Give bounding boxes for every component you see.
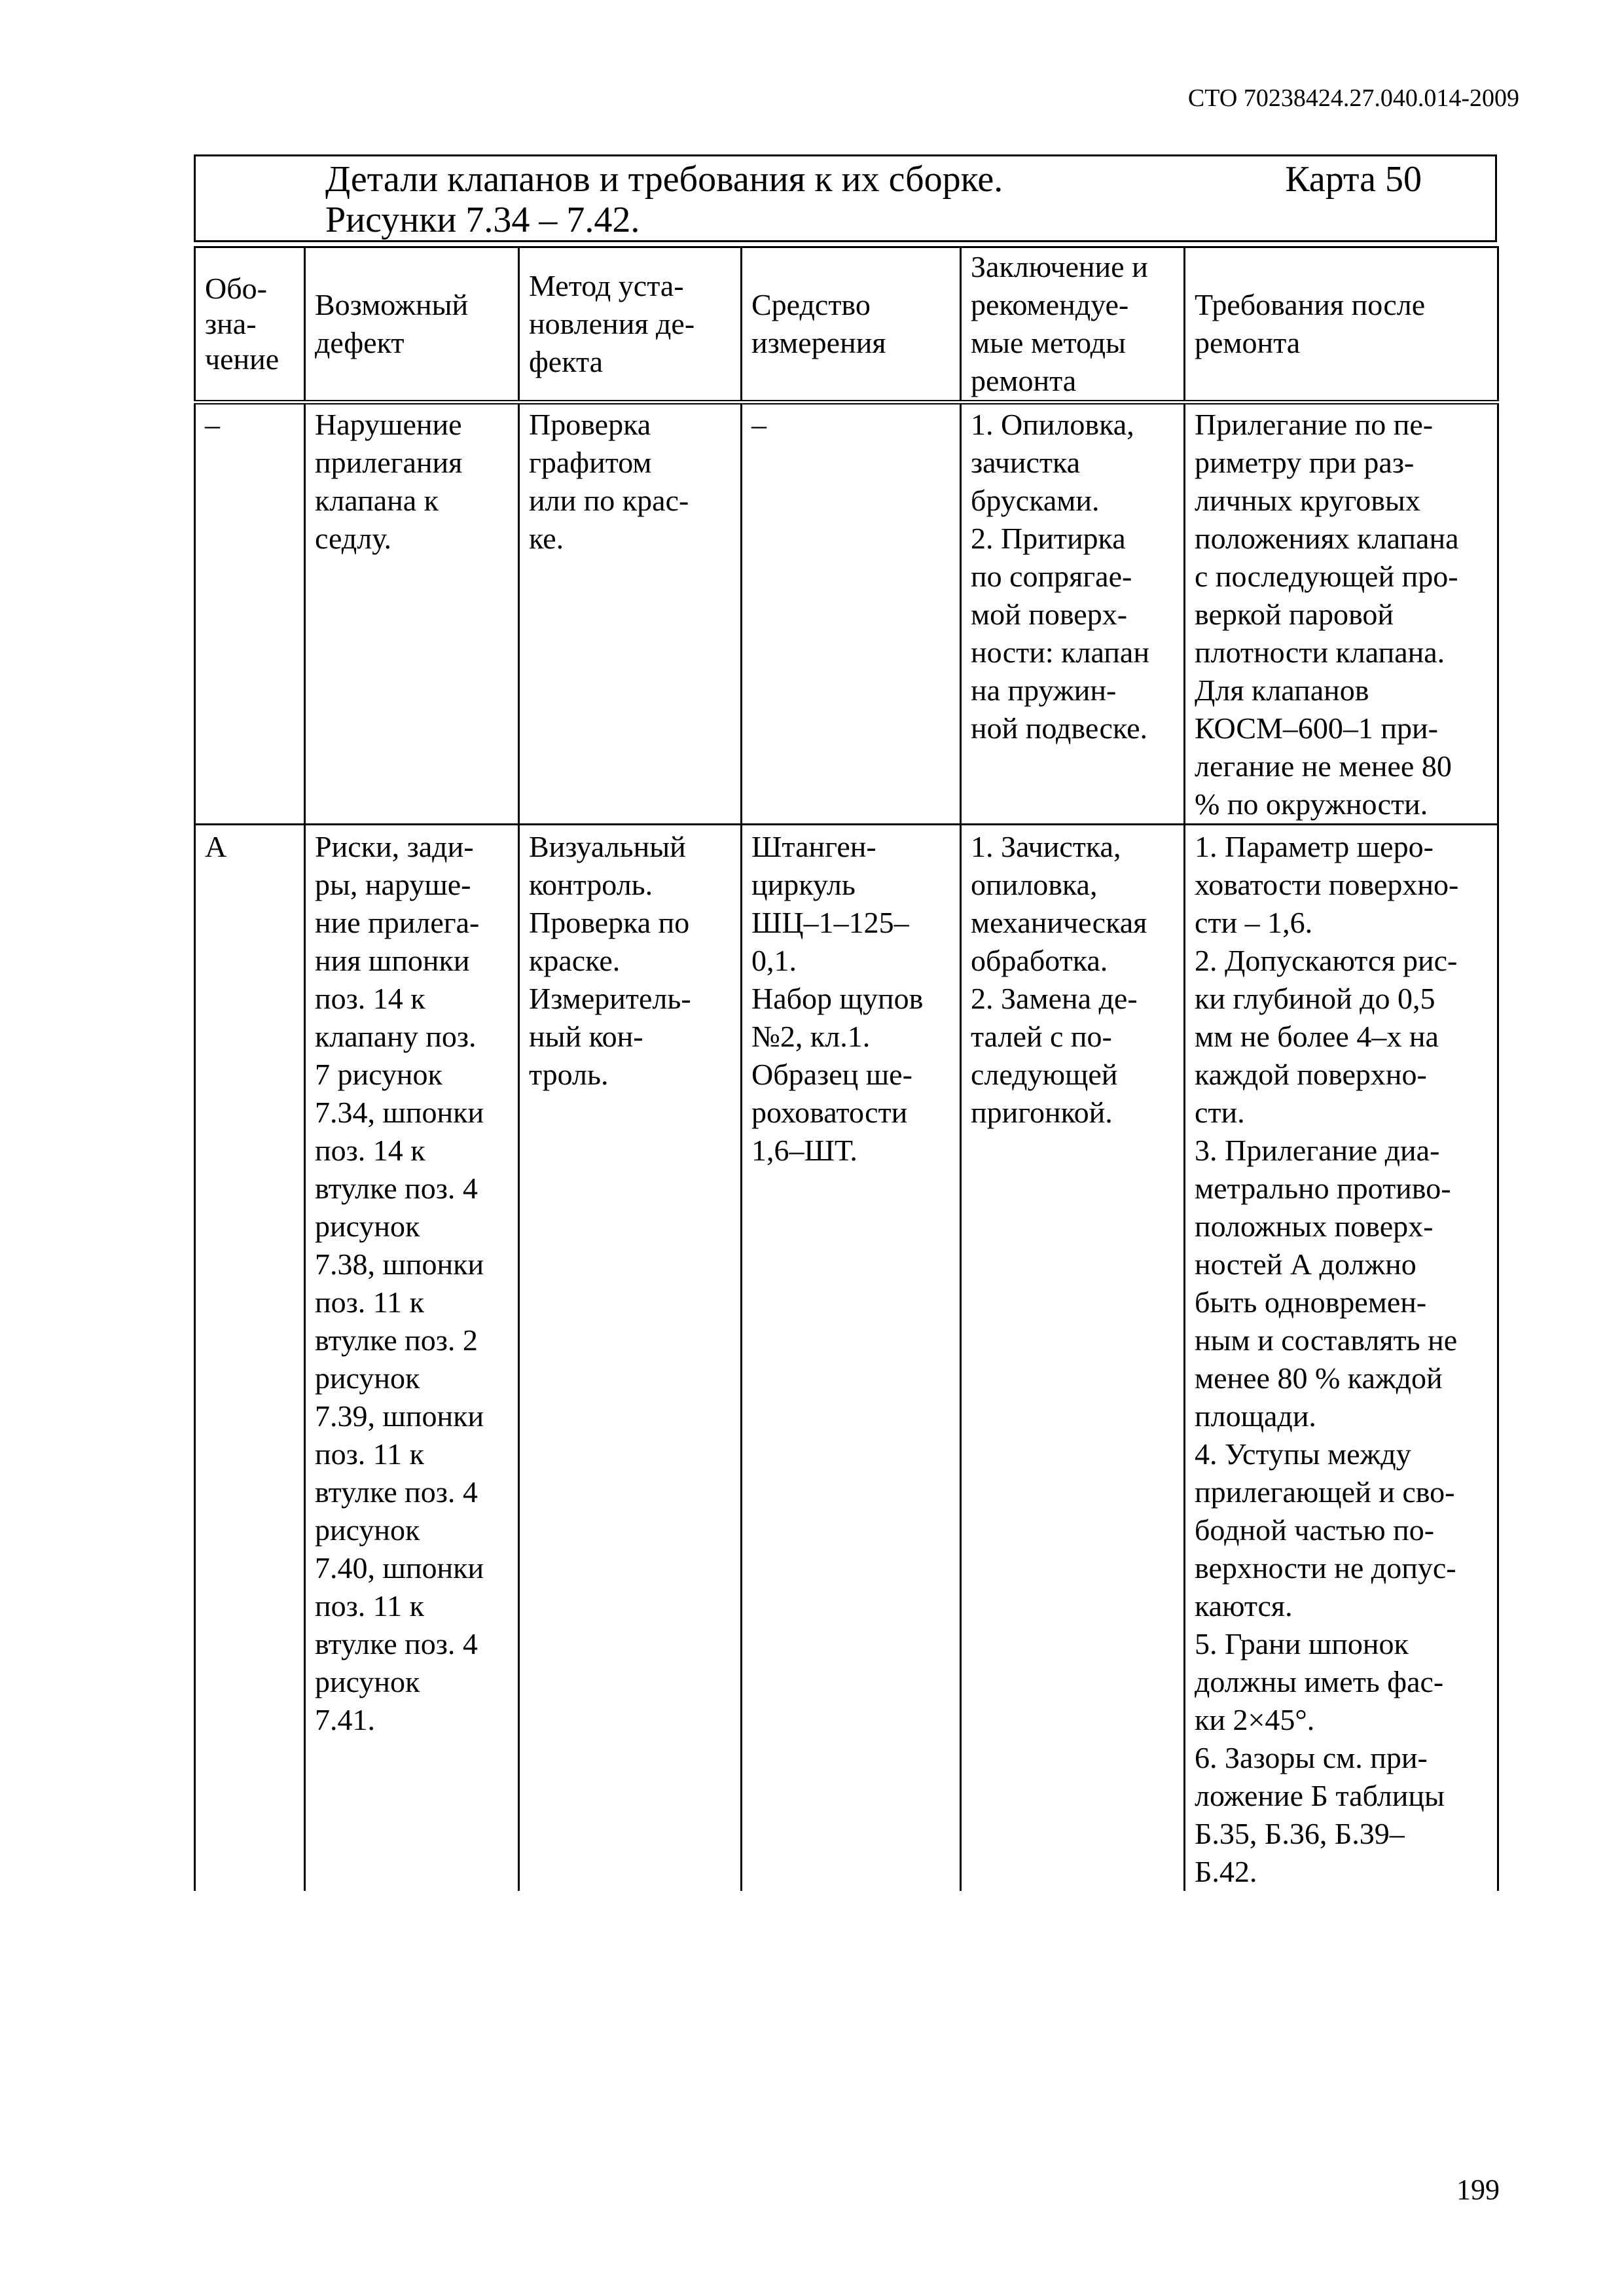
cell-text-line: ния шпонки: [315, 944, 470, 977]
page-number: 199: [1456, 2174, 1500, 2206]
cell-text-line: быть одновремен-: [1195, 1285, 1427, 1319]
cell-text-line: зна-: [205, 307, 257, 340]
cell-text-line: веркой паровой: [1195, 598, 1394, 631]
cell-text-line: по сопрягае-: [971, 560, 1132, 593]
cell-text-line: Требования после: [1195, 288, 1426, 321]
cell-defect: [305, 403, 519, 825]
cell-text-line: 6. Зазоры см. при-: [1195, 1741, 1428, 1774]
cell-text-line: ШЦ–1–125–: [751, 906, 909, 939]
cell-text-line: верхности не допус-: [1195, 1551, 1456, 1585]
cell-text-line: Метод уста-: [529, 269, 684, 302]
document-code: СТО 70238424.27.040.014-2009: [1187, 84, 1519, 112]
header-defect: [305, 247, 519, 403]
cell-text-line: риметру при раз-: [1195, 446, 1415, 479]
cell-text-line: легание не менее 80: [1195, 749, 1452, 783]
cell-text-line: положениях клапана: [1195, 522, 1459, 555]
cell-text-line: ховатости поверхно-: [1195, 868, 1459, 901]
cell-text-line: втулке поз. 4: [315, 1627, 478, 1660]
cell-text-line: втулке поз. 2: [315, 1323, 478, 1357]
cell-text-line: с последующей про-: [1195, 560, 1458, 593]
cell-text-line: 2. Замена де-: [971, 982, 1138, 1015]
cell-text-line: троль.: [529, 1058, 609, 1091]
cell-text-line: ным и составлять не: [1195, 1323, 1458, 1357]
cell-text-line: КОСМ–600–1 при-: [1195, 711, 1438, 745]
cell-text-line: рисунок: [315, 1665, 420, 1698]
cell-text-line: 0,1.: [751, 944, 797, 977]
cell-text-line: фекта: [529, 345, 604, 378]
cell-text-line: роховатости: [751, 1096, 908, 1129]
cell-text-line: Проверка по: [529, 906, 690, 939]
cell-designation: –: [195, 403, 305, 825]
card-title: [325, 159, 1003, 240]
cell-text-line: брусками.: [971, 484, 1100, 517]
cell-text-line: ремонта: [971, 364, 1077, 397]
cell-text-line: седлу.: [315, 522, 392, 555]
cell-text-line: рисунок: [315, 1361, 420, 1395]
defects-table: [194, 246, 1499, 1891]
cell-text-line: дефект: [315, 326, 405, 359]
cell-text-line: сти – 1,6.: [1195, 906, 1313, 939]
cell-text-line: 3. Прилегание диа-: [1195, 1134, 1440, 1167]
header-conclusion: [961, 247, 1185, 403]
cell-text-line: Штанген-: [751, 830, 876, 863]
cell-text-line: % по окружности.: [1195, 787, 1428, 821]
cell-text-line: зачистка: [971, 446, 1081, 479]
cell-text-line: 1. Зачистка,: [971, 830, 1121, 863]
cell-text-line: ности: клапан: [971, 636, 1149, 669]
cell-text-line: поз. 11 к: [315, 1285, 424, 1319]
cell-text-line: поз. 14 к: [315, 982, 425, 1015]
cell-text-line: рекомендуе-: [971, 288, 1129, 321]
cell-text-line: 1. Опиловка,: [971, 408, 1134, 441]
cell-text-line: личных круговых: [1195, 484, 1420, 517]
cell-text-line: Нарушение: [315, 408, 462, 441]
cell-requirements: [1185, 825, 1498, 1892]
header-method: [519, 247, 742, 403]
cell-text-line: 2. Допускаются рис-: [1195, 944, 1458, 977]
cell-text-line: поз. 11 к: [315, 1437, 424, 1471]
cell-text-line: ры, наруше-: [315, 868, 471, 901]
cell-text-line: Риски, зади-: [315, 830, 474, 863]
cell-text-line: площади.: [1195, 1399, 1316, 1433]
cell-text-line: мые методы: [971, 326, 1126, 359]
cell-text-line: 4. Уступы между: [1195, 1437, 1411, 1471]
cell-text-line: Проверка: [529, 408, 651, 441]
cell-tool: [742, 403, 961, 825]
cell-text-line: графитом: [529, 446, 652, 479]
cell-text-line: 5. Грани шпонок: [1195, 1627, 1409, 1660]
cell-text-line: талей с по-: [971, 1020, 1112, 1053]
card-title-line-2: Рисунки 7.34 – 7.42.: [325, 200, 640, 240]
cell-text-line: или по крас-: [529, 484, 689, 517]
card-header: [194, 154, 1497, 242]
cell-text-line: 7 рисунок: [315, 1058, 442, 1091]
cell-text-line: каждой поверхно-: [1195, 1058, 1427, 1091]
cell-text-line: №2, кл.1.: [751, 1020, 871, 1053]
cell-text-line: плотности клапана.: [1195, 636, 1445, 669]
cell-text-line: следующей: [971, 1058, 1118, 1091]
cell-text-line: положных поверх-: [1195, 1210, 1434, 1243]
cell-text-line: ки 2×45°.: [1195, 1703, 1315, 1736]
header-requirements: [1185, 247, 1498, 403]
card-title-line-1: Детали клапанов и требования к их сборке.: [325, 159, 1003, 200]
cell-text-line: ремонта: [1195, 326, 1301, 359]
cell-text-line: –: [751, 408, 767, 441]
cell-text-line: прилегающей и сво-: [1195, 1475, 1455, 1509]
cell-text-line: клапана к: [315, 484, 439, 517]
cell-text-line: должны иметь фас-: [1195, 1665, 1444, 1698]
cell-text-line: ной подвеске.: [971, 711, 1147, 745]
cell-text-line: сти.: [1195, 1096, 1245, 1129]
cell-text-line: пригонкой.: [971, 1096, 1113, 1129]
table-row: [195, 403, 1498, 825]
cell-text-line: прилегания: [315, 446, 463, 479]
cell-text-line: менее 80 % каждой: [1195, 1361, 1443, 1395]
cell-text-line: рисунок: [315, 1210, 420, 1243]
cell-method: [519, 403, 742, 825]
cell-text-line: рисунок: [315, 1513, 420, 1547]
cell-text-line: метрально противо-: [1195, 1172, 1451, 1205]
cell-text-line: 7.39, шпонки: [315, 1399, 484, 1433]
cell-conclusion: [961, 403, 1185, 825]
cell-text-line: опиловка,: [971, 868, 1098, 901]
cell-text-line: бодной частью по-: [1195, 1513, 1435, 1547]
cell-text-line: чение: [205, 342, 280, 376]
cell-text-line: 7.40, шпонки: [315, 1551, 484, 1585]
cell-text-line: Возможный: [315, 288, 469, 321]
cell-text-line: 2. Притирка: [971, 522, 1126, 555]
cell-text-line: втулке поз. 4: [315, 1172, 478, 1205]
cell-text-line: ние прилега-: [315, 906, 480, 939]
cell-text-line: контроль.: [529, 868, 653, 901]
cell-text-line: втулке поз. 4: [315, 1475, 478, 1509]
cell-text-line: каются.: [1195, 1589, 1293, 1623]
cell-text-line: 1. Параметр шеро-: [1195, 830, 1434, 863]
cell-text-line: ке.: [529, 522, 564, 555]
table-row: [195, 825, 1498, 1892]
cell-text-line: ложение Б таблицы: [1195, 1779, 1445, 1812]
header-designation: [195, 247, 305, 403]
cell-text-line: на пружин-: [971, 673, 1117, 707]
cell-text-line: 7.38, шпонки: [315, 1247, 484, 1281]
cell-text-line: Б.42.: [1195, 1855, 1257, 1888]
cell-conclusion: [961, 825, 1185, 1892]
cell-text-line: 7.34, шпонки: [315, 1096, 484, 1129]
cell-text-line: мой поверх-: [971, 598, 1128, 631]
cell-text-line: измерения: [751, 326, 886, 359]
cell-text-line: поз. 14 к: [315, 1134, 425, 1167]
cell-text-line: поз. 11 к: [315, 1589, 424, 1623]
cell-text-line: краске.: [529, 944, 621, 977]
cell-text-line: Для клапанов: [1195, 673, 1369, 707]
cell-text-line: обработка.: [971, 944, 1108, 977]
cell-method: [519, 825, 742, 1892]
cell-text-line: Измеритель-: [529, 982, 691, 1015]
cell-text-line: ный кон-: [529, 1020, 643, 1053]
cell-text-line: Визуальный: [529, 830, 686, 863]
cell-text-line: 1,6–ШТ.: [751, 1134, 857, 1167]
cell-text-line: Прилегание по пе-: [1195, 408, 1434, 441]
cell-text-line: ки глубиной до 0,5: [1195, 982, 1435, 1015]
cell-requirements: [1185, 403, 1498, 825]
cell-text-line: Набор щупов: [751, 982, 924, 1015]
cell-text-line: Средство: [751, 288, 871, 321]
card-number: Карта 50: [1285, 159, 1422, 200]
cell-text-line: новления де-: [529, 307, 695, 340]
table-header-row: [195, 247, 1498, 403]
cell-text-line: клапану поз.: [315, 1020, 477, 1053]
cell-text-line: 7.41.: [315, 1703, 375, 1736]
cell-defect: [305, 825, 519, 1892]
cell-text-line: Обо-: [205, 272, 267, 305]
cell-text-line: мм не более 4–х на: [1195, 1020, 1439, 1053]
cell-tool: [742, 825, 961, 1892]
cell-text-line: циркуль: [751, 868, 856, 901]
cell-text-line: ностей А должно: [1195, 1247, 1416, 1281]
cell-text-line: Б.35, Б.36, Б.39–: [1195, 1817, 1405, 1850]
cell-designation: А: [195, 825, 305, 1892]
header-tool: [742, 247, 961, 403]
cell-text-line: Заключение и: [971, 250, 1148, 283]
cell-text-line: механическая: [971, 906, 1147, 939]
cell-text-line: Образец ше-: [751, 1058, 912, 1091]
